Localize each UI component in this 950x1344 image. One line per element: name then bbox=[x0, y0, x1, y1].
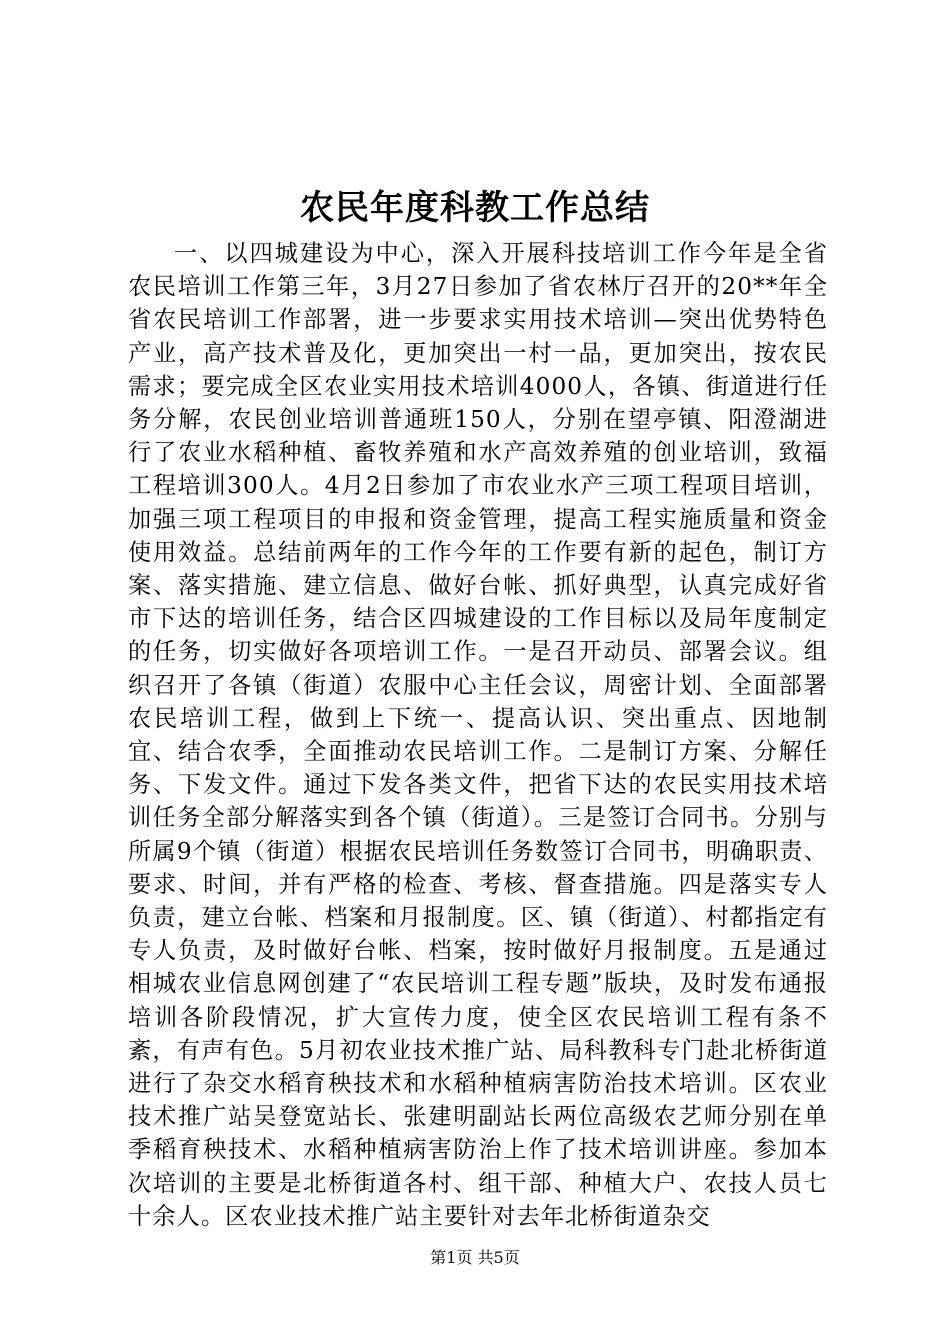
page-footer: 第1页 共5页 bbox=[430, 1248, 520, 1267]
document-title: 农民年度科教工作总结 bbox=[300, 188, 650, 228]
document-body-paragraph: 一、以四城建设为中心，深入开展科技培训工作今年是全省农民培训工作第三年，3月27日参加了省农林厅召开的20**年全省农民培训工作部署，进一步要求实用技术培训—突出优势特色产业，高产技术普及化，更加突出一村一品，更加突出，按农民需求；要完成全区农业实用技术培训4000人，各镇、街道进行任务分解，农民创业培训普通班150人，分别在望亭镇、阳澄湖进行了农业水稻种植、畜牧养殖和水产高效养殖的创业培训，致福工程培训300人。4月2日参加了市农业水产三项工程项目培训，加强三项工程项目的申报和资金管理，提高工程实施质量和资金使用效益。总结前两年的工作今年的工作要有新的起色，制订方案、落实措施、建立信息、做好台帐、抓好典型，认真完成好省市下达的培训任务，结合区四城建设的工作目标以及局年度制定的任务，切实做好各项培训工作。一是召开动员、部署会议。组织召开了各镇（街道）农服中心主任会议，周密计划、全面部署农民培训工程，做到上下统一、提高认识、突出重点、因地制宜、结合农季，全面推动农民培训工作。二是制订方案、分解任务、下发文件。通过下发各类文件，把省下达的农民实用技术培训任务全部分解落实到各个镇（街道）。三是签订合同书。分别与所属9个镇（街道）根据农民培训任务数签订合同书，明确职责、要求、时间，并有严格的检查、考核、督查措施。四是落实专人负责，建立台帐、档案和月报制度。区、镇（街道）、村都指定有专人负责，及时做好台帐、档案，按时做好月报制度。五是通过相城农业信息网创建了“农民培训工程专题”版块，及时发布通报培训各阶段情况，扩大宣传力度，使全区农民培训工程有条不紊，有声有色。5月初农业技术推广站、局科教科专门赴北桥街道进行了杂交水稻育秧技术和水稻种植病害防治技术培训。区农业技术推广站吴登宽站长、张建明副站长两位高级农艺师分别在单季稻育秧技术、水稻种植病害防治上作了技术培训讲座。参加本次培训的主要是北桥街道各村、组干部、种植大户、农技人员七十余人。区农业技术推广站主要针对去年北桥街道杂交 bbox=[128, 240, 828, 1230]
